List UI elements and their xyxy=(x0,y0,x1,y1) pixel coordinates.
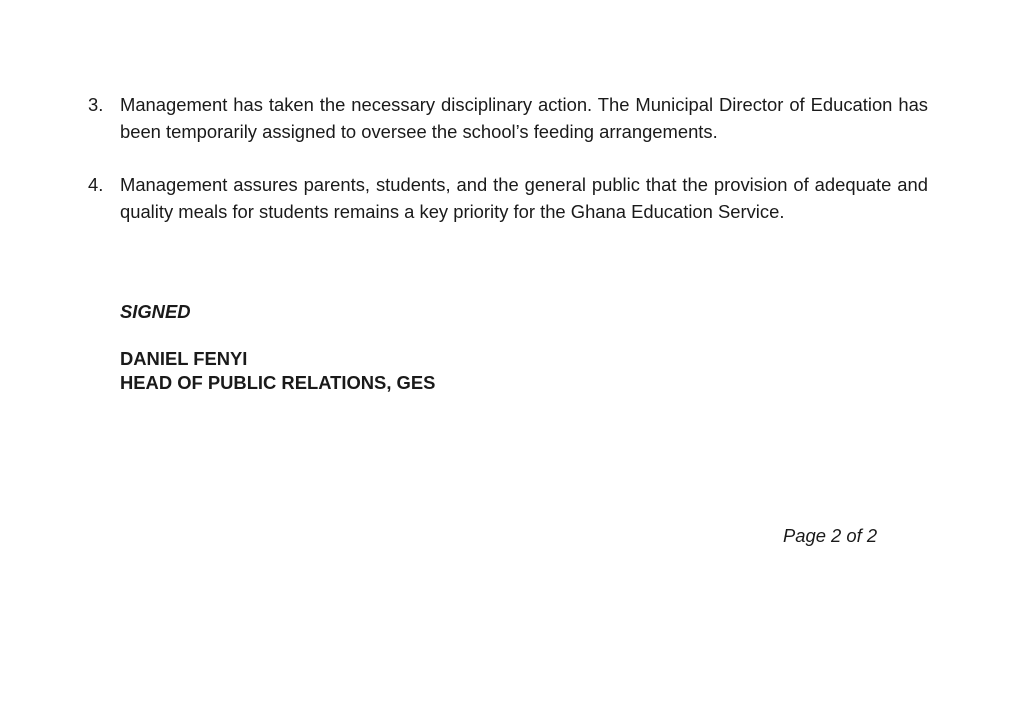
list-item-number: 4. xyxy=(88,174,104,195)
list-item xyxy=(88,92,928,145)
list-item-text: Management assures parents, students, and the general public that the provision of adequate and quality meals for students remains a key priority for the Ghana Education Service. xyxy=(120,174,928,222)
numbered-list xyxy=(88,92,928,225)
signed-label: SIGNED xyxy=(120,301,191,322)
list-item-text: Management has taken the necessary disciplinary action. The Municipal Director of Education has been temporarily assigned to oversee the school’s feeding arrangements. xyxy=(120,94,928,142)
list-item-number: 3. xyxy=(88,94,104,115)
signatory-block xyxy=(120,347,435,395)
list-item xyxy=(88,172,928,225)
signatory-title: HEAD OF PUBLIC RELATIONS, GES xyxy=(120,372,436,393)
page-number: Page 2 of 2 xyxy=(783,525,878,546)
signatory-name: DANIEL FENYI xyxy=(120,348,248,369)
